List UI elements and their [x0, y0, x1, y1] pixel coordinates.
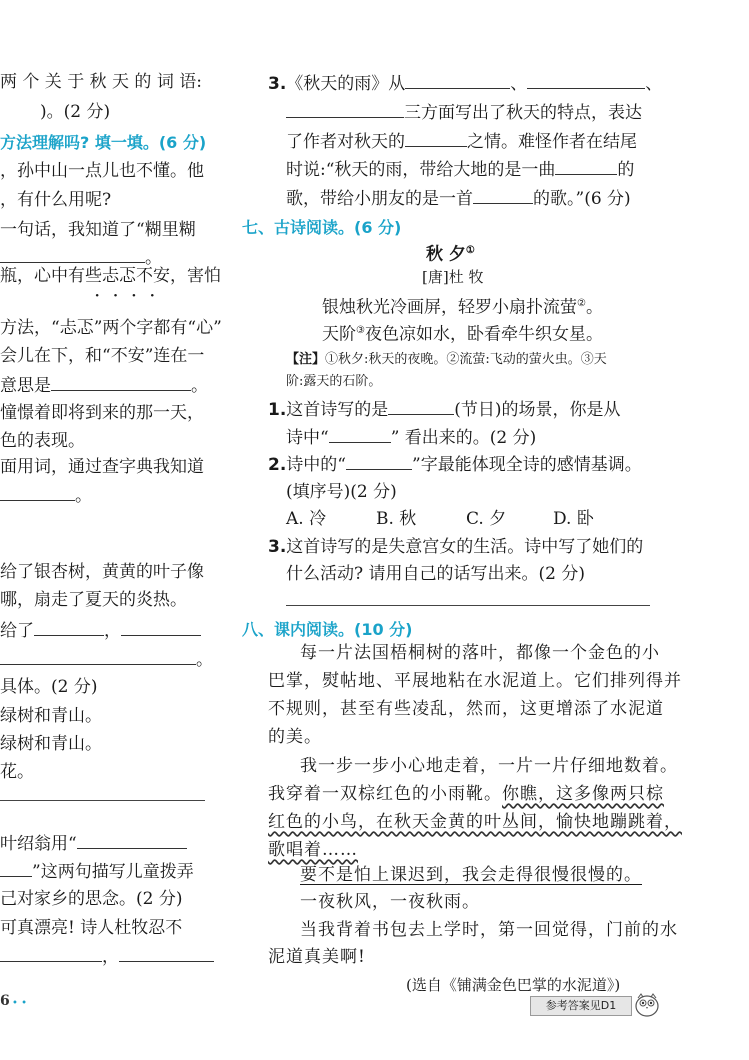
option-a[interactable]: A. 冷: [286, 509, 327, 529]
left-column: [0, 0, 228, 1060]
question-3-text: 歌，带给小朋友的是一首 的歌。”(6 分): [286, 189, 631, 209]
poem-title: 秋 夕①: [426, 244, 475, 265]
left-text: 。: [0, 246, 162, 269]
answer-blank[interactable]: [0, 246, 145, 263]
page-dots: • •: [12, 998, 27, 1009]
left-text: 绿树和青山。: [0, 706, 102, 726]
left-text: 具体。(2 分): [0, 677, 98, 697]
option-d[interactable]: D. 卧: [553, 509, 594, 529]
answer-blank[interactable]: [388, 398, 454, 415]
left-text: 给了 ，: [0, 619, 201, 642]
answer-line: [0, 800, 205, 801]
question-3: 3.《秋天的雨》从 、 、: [268, 74, 663, 94]
poem-note: 【注】①秋夕:秋天的夜晚。②流萤:飞动的萤火虫。③天: [286, 352, 607, 367]
left-text: ，孙中山一点儿也不懂。他: [0, 161, 204, 181]
left-text: )。(2 分): [40, 102, 111, 122]
section-heading: 方法理解吗? 填一填。(6 分): [0, 133, 207, 152]
left-text: 意思是 。: [0, 376, 208, 396]
left-text: 方法，“忐忑”两个字都有“心”: [0, 318, 222, 338]
page-number: 6: [0, 993, 10, 1009]
reading-paragraph: 泥道真美啊!: [268, 947, 366, 967]
reading-paragraph: 每一片法国梧桐树的落叶，都像一个金色的小: [300, 643, 660, 663]
left-text: 叶绍翁用“: [0, 832, 187, 855]
reading-paragraph: 的美。: [268, 727, 322, 747]
left-text: 会儿在下，和“不安”连在一: [0, 346, 205, 366]
poem-line-2: 天阶③夜色凉如水，卧看牵牛织女星。: [322, 324, 603, 345]
answer-blank[interactable]: [329, 426, 391, 443]
answer-blank[interactable]: [527, 72, 645, 89]
answer-blank[interactable]: [473, 187, 533, 204]
answer-blank[interactable]: [77, 832, 187, 849]
source-citation: (选自《铺满金色巴掌的水泥道》): [406, 976, 621, 994]
left-text: 瓶，心中有些忐忑不安，害怕: [0, 266, 221, 286]
answer-blank[interactable]: [121, 619, 201, 636]
left-text: 绿树和青山。: [0, 734, 102, 754]
reading-underlined-sentence: 要不是怕上课迟到，我会走得很慢很慢的。: [300, 865, 642, 885]
answer-reference-tag: 参考答案见D1: [530, 996, 632, 1016]
section-heading-8: 八、课内阅读。(10 分): [242, 620, 413, 639]
answer-blank[interactable]: [34, 619, 104, 636]
poem-question-2: 2.诗中的“ ”字最能体现全诗的感情基调。: [268, 455, 642, 475]
answer-blank[interactable]: [0, 945, 102, 962]
left-text: ，: [0, 945, 214, 968]
answer-blank[interactable]: [405, 72, 510, 89]
answer-blank[interactable]: [0, 860, 32, 877]
left-text: ，有什么用呢?: [0, 190, 112, 210]
left-text: 己对家乡的思念。(2 分): [0, 889, 183, 909]
left-text: 给了银杏树，黄黄的叶子像: [0, 562, 204, 582]
answer-blank[interactable]: [51, 374, 191, 391]
left-text: 色的表现。: [0, 431, 85, 451]
left-text: 哪，扇走了夏天的炎热。: [0, 590, 187, 610]
poem-question-1-text: 诗中“ ” 看出来的。(2 分): [286, 428, 537, 448]
reading-paragraph: 我穿着一双棕红色的小雨靴。你瞧，这多像两只棕: [268, 784, 664, 804]
option-c[interactable]: C. 夕: [466, 509, 507, 529]
answer-blank[interactable]: [555, 158, 617, 175]
answer-blank[interactable]: [0, 648, 196, 665]
reading-wavy-sentence: 红色的小鸟，在秋天金黄的叶丛间，愉快地蹦跳着，: [268, 812, 682, 832]
answer-blank[interactable]: [119, 945, 214, 962]
poem-note: 阶:露天的石阶。: [286, 374, 382, 389]
reading-paragraph: 一夜秋风，一夜秋雨。: [300, 892, 480, 912]
answer-blank[interactable]: [405, 130, 467, 147]
poem-question-1: 1.这首诗写的是 (节日)的场景，你是从: [268, 400, 621, 420]
owl-mascot-icon: [632, 990, 662, 1018]
poem-question-3: 3.这首诗写的是失意宫女的生活。诗中写了她们的: [268, 537, 644, 557]
left-text: 。: [0, 648, 213, 671]
option-b[interactable]: B. 秋: [376, 509, 417, 529]
left-text: 面用词，通过查字典我知道: [0, 457, 204, 477]
question-3-text: 了作者对秋天的 之情。难怪作者在结尾: [286, 132, 637, 152]
poem-line-1: 银烛秋光冷画屏，轻罗小扇扑流萤②。: [322, 297, 603, 318]
left-text: 憧憬着即将到来的那一天，: [0, 403, 204, 423]
left-text: 可真漂亮! 诗人杜牧忍不: [0, 918, 183, 938]
answer-blank[interactable]: [286, 101, 404, 118]
poem-author: [唐]杜 牧: [422, 268, 484, 286]
left-text: 。: [0, 484, 92, 507]
answer-blank[interactable]: [346, 453, 412, 470]
left-text: 花。: [0, 762, 34, 782]
question-3-text: 时说:“秋天的雨，带给大地的是一曲 的: [286, 160, 635, 180]
reading-paragraph: 不规则，甚至有些凌乱，然而，这更增添了水泥道: [268, 699, 664, 719]
reading-paragraph: 我一步一步小心地走着，一片一片仔细地数着。: [300, 756, 678, 776]
left-text: ”这两句描写儿童拨弄: [0, 860, 194, 883]
reading-wavy-sentence: 歌唱着……: [268, 840, 358, 860]
question-3-text: 三方面写出了秋天的特点，表达: [286, 101, 642, 124]
reading-paragraph: 巴掌，熨帖地、平展地粘在水泥道上。它们排列得并: [268, 671, 682, 691]
left-text: 一句话，我知道了“糊里糊: [0, 220, 196, 240]
answer-blank[interactable]: [0, 484, 75, 501]
section-heading-7: 七、古诗阅读。(6 分): [242, 218, 402, 237]
emphasis-dots: ····: [94, 283, 168, 307]
poem-question-3-text: 什么活动? 请用自己的话写出来。(2 分): [286, 564, 586, 584]
answer-line[interactable]: [286, 605, 650, 606]
reading-paragraph: 当我背着书包去上学时，第一回觉得，门前的水: [300, 920, 678, 940]
poem-question-2-text: (填序号)(2 分): [286, 482, 397, 502]
left-text: 两 个 关 于 秋 天 的 词 语:: [0, 72, 202, 92]
